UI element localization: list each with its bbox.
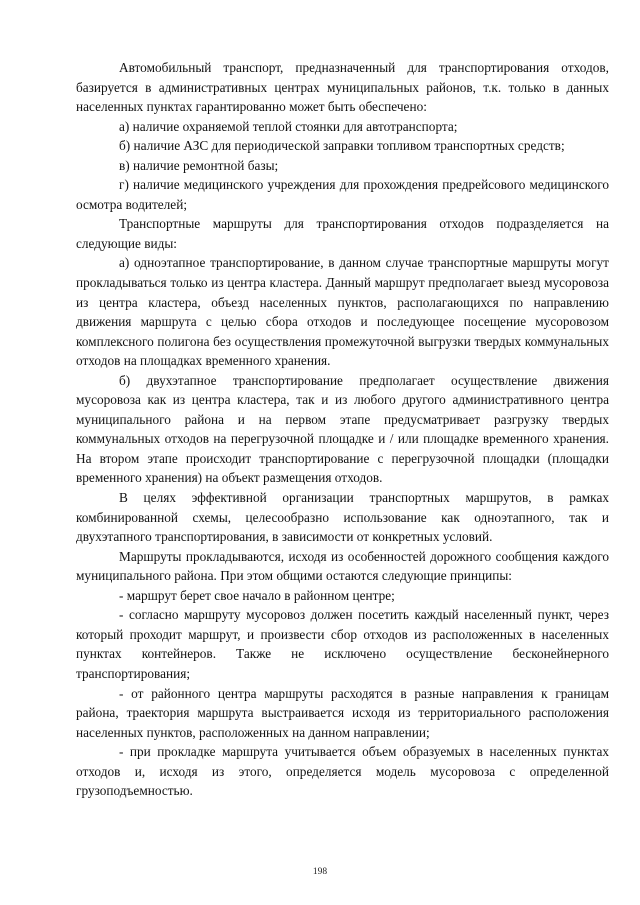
paragraph-principles: Маршруты прокладываются, исходя из особенностей дорожного сообщения каждого муниципального района. При этом общими остаются следующие принципы: [76, 548, 609, 584]
page-number: 198 [312, 867, 328, 877]
paragraph-route-types: Транспортные маршруты для транспортирования отходов подразделяется на следующие виды: [76, 216, 609, 251]
paragraph-organization: В целях эффективной организации транспортных маршрутов, в рамках комбинированной схемы, целесообразно использование как одноэтапного, так и двухэтапного транспортирования, в зависимости от конкретных условий. [76, 490, 609, 545]
list-item-b: б) наличие АЗС для периодической заправки топливом транспортных средств; [119, 138, 565, 154]
body-text [76, 58, 609, 801]
list-item-a: а) наличие охраняемой теплой стоянки для автотранспорта; [119, 118, 458, 134]
principle-item-4: - при прокладке маршрута учитывается объем образуемых в населенных пунктах отходов и, исходя из этого, определяется модель мусоровоза с определенной грузоподъемностью. [76, 744, 609, 799]
paragraph-one-stage: а) одноэтапное транспортирование, в данном случае транспортные маршруты могут прокладываться только из центра кластера. Данный маршрут предполагает выезд мусоровоза из центра кластера, объезд населенных пунктов, располагающихся по направлению движения маршрута с целью сбора отходов и последующее посещение мусоровозом комплексного полигона без осуществления промежуточной выгрузки твердых коммунальных отходов на площадках временного хранения. [76, 255, 609, 369]
principle-item-1: - маршрут берет свое начало в районном центре; [119, 587, 395, 603]
list-item-v: в) наличие ремонтной базы; [119, 157, 279, 173]
list-item-g: г) наличие медицинского учреждения для прохождения предрейсового медицинского осмотра водителей; [76, 177, 609, 212]
paragraph-intro: Автомобильный транспорт, предназначенный для транспортирования отходов, базируется в административных центрах муниципальных районов, т.к. только в данных населенных пунктах гарантированно может быть обеспечено: [76, 60, 609, 115]
principle-item-2: - согласно маршруту мусоровоз должен посетить каждый населенный пункт, через который проходит маршрут, и произвести сбор отходов из расположенных в населенных пунктах контейнеров. Также не исключено осуществление бесконейнерного транспортирования; [76, 607, 609, 681]
paragraph-two-stage: б) двухэтапное транспортирование предполагает осуществление движения мусоровоза как из центра кластера, так и из любого другого административного центра муниципального района и на первом этапе предусматривает разгрузку твердых коммунальных отходов на перегрузочной площадке и / или площадке временного хранения. На втором этапе происходит транспортирование с перегрузочной площадки (площадки временного хранения) на объект размещения отходов. [76, 372, 609, 486]
principle-item-3: - от районного центра маршруты расходятся в разные направления к границам района, траектория маршрута выстраивается исходя из территориального расположения населенных пунктов, расположенных на данном направлении; [76, 685, 609, 740]
